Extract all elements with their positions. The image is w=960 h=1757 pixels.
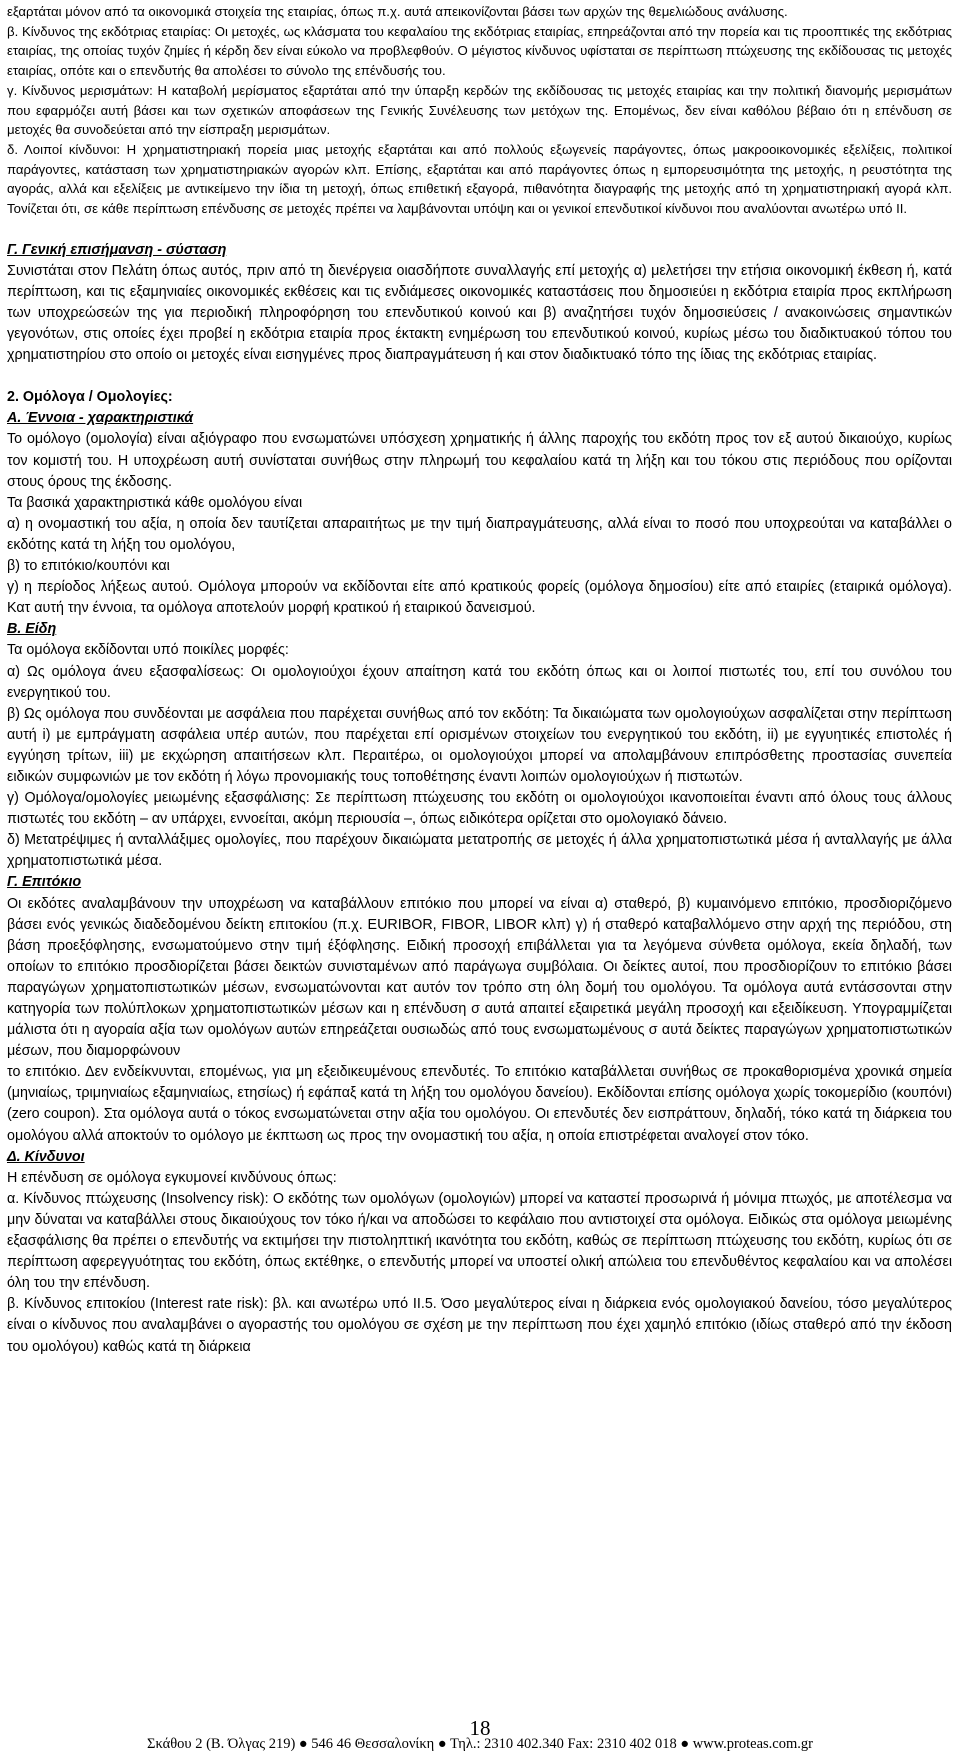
page-number: 18 [469, 1716, 491, 1740]
paragraph: Τα βασικά χαρακτηριστικά κάθε ομολόγου είναι [7, 494, 303, 511]
spacer [7, 219, 952, 240]
paragraph: γ) Ομόλογα/ομολογίες μειωμένης εξασφάλισης: Σε περίπτωση πτώχευσης του εκδότη οι ομολογιούχοι ικανοποιείται έναντι από όλους τους άλλους πιστωτές του εκδότη – αν υπάρχει, εννοείται, ακόμη περιουσία –, όπως ειδικότερα ορίζεται στο ομολογιακό δάνειο. [7, 790, 952, 828]
paragraph: εξαρτάται μόνον από τα οικονομικά στοιχεία της εταιρίας, όπως π.χ. αυτά απεικονίζονται βάσει των αρχών της θεμελιώδους ανάλυσης. [7, 4, 788, 19]
section-heading: 2. Ομόλογα / Ομολογίες: [7, 389, 173, 406]
spacer [7, 366, 952, 387]
subsection-heading: Β. Είδη [7, 621, 57, 638]
paragraph: Οι εκδότες αναλαμβάνουν την υποχρέωση να καταβάλλουν επιτόκιο που μπορεί να είναι α) σταθερό, β) κυμαινόμενο επιτόκιο, προσδιοριζόμενο βάσει ενός γενικώς διαδεδομένου δείκτη επιτοκίου (π.χ. EURIBOR, FIBOR, LIBOR κλπ) γ) ή σταθερό καταβαλλόμενο στην αρχή της περιόδου, στη βάση προεξόφλησης, ενσωματούμενο στην τιμή έξόφλησης. Ειδική προσοχή επιβάλλεται για τα λεγόμενα σύνθετα ομόλογα, εκεία δηλαδή, των οποίων το επιτόκιο προσδιορίζεται βάσει δεικτών συνισταμένων από παράγωγα συμβόλαια. Οι δείκτες αυτοί, που προσδιορίζουν το επιτόκιο βάσει παραγώγων χρηματοπιστωτικών μέσων, ενσωματώνονται κατ αυτόν τον τρόπο στη όλη δομή του ομολόγου. Τα ομόλογα αυτά εντάσσονται στην κατηγορία των πολύπλοκων χρηματοπιστωτικών μέσων και η επένδυση σ αυτά απαιτεί εξαιρετικά μεγάλη προσοχή και εξειδίκευση. Υπογραμμίζεται μάλιστα ότι η αγοραία αξία των ομολόγων αυτών επηρεάζεται ουσιωδώς από τους ενσωματωμένους σ αυτά δείκτες παραγώγων χρηματοπιστωτικών μέσων, που διαμορφώνουν [7, 895, 952, 1060]
paragraph: Τα ομόλογα εκδίδονται υπό ποικίλες μορφές: [7, 642, 289, 659]
paragraph: Το ομόλογο (ομολογία) είναι αξιόγραφο που ενσωματώνει υπόσχεση χρηματικής ή άλλης παροχής του εκδότη προς τον εξ αυτού δικαιούχο, κυρίως τον κομιστή του. Η υποχρέωση αυτή συνίσταται συνήθως στην πληρωμή του κεφαλαίου κατά τη λήξη και του τόκου στις περιόδους που ορίζονται στους όρους της έκδοσης. [7, 431, 952, 490]
paragraph: δ) Μετατρέψιμες ή ανταλλάξιμες ομολογίες, που παρέχουν δικαιώματα μετατροπής σε μετοχές ή άλλα χρηματοπιστωτικά μέσα ή ανταλλαγής με άλλα χρηματοπιστωτικά μέσα. [7, 832, 952, 870]
paragraph: γ. Κίνδυνος μερισμάτων: Η καταβολή μερίσματος εξαρτάται από την ύπαρξη κερδών της εκδίδουσας τις μετοχές εταιρίας και την πολιτική διανομής μερισμάτων που εφαρμόζει αυτή βάσει και των σχετικών αποφάσεων της Γενικής Συνέλευσης των μετόχων της. Επομένως, δεν είναι καθόλου βέβαιο ότι η επένδυση σε μετοχές θα συνοδεύεται από την είσπραξη μερισμάτων. [7, 82, 952, 138]
subsection-heading: Γ. Επιτόκιο [7, 874, 82, 891]
paragraph: β. Κίνδυνος επιτοκίου (Interest rate risk): βλ. και ανωτέρω υπό ΙΙ.5. Όσο μεγαλύτερος είναι η διάρκεια ενός ομολογιακού δανείου, τόσο μεγαλύτερος είναι ο κίνδυνος που αναλαμβάνει ο αγοραστής του ομολόγου σε σχέση με την περίπτωση που έχει χαμηλό επιτόκιο (ιδίως σταθερό από την έκδοση του ομολόγου) καθώς κατά τη διάρκεια [7, 1296, 952, 1355]
paragraph: β) το επιτόκιο/κουπόνι και [7, 558, 170, 575]
paragraph: Συνιστάται στον Πελάτη όπως αυτός, πριν από τη διενέργεια οιασδήποτε συναλλαγής επί μετοχής α) μελετήσει την ετήσια οικονομική έκθεση ή, κατά περίπτωση, και τις εξαμηνιαίες οικονομικές εκθέσεις και τις ενδιάμεσες οικονομικές καταστάσεις που δημοσιεύει η εκδότρια εταιρία προς εκπλήρωση των υποχρεώσεών της για περιοδική πληροφόρηση του επενδυτικού κοινού και β) αναζητήσει τυχόν δημοσιεύσεις / ανακοινώσεις σημαντικών γεγονότων, στις οποίες έχει προβεί η εκδότρια εταιρία προς έκτακτη ενημέρωση του επενδυτικού κοινού, κυρίως μέσω του διαδικτυακού τόπου του χρηματιστηρίου στο οποίο οι μετοχές είναι εισηγμένες προς διαπραγμάτευση ή και στον διαδικτυακό τόπο της ίδιας της εκδότριας εταιρίας. [7, 262, 952, 364]
paragraph: β) Ως ομόλογα που συνδέονται με ασφάλεια που παρέχεται συνήθως από τον εκδότη: Τα δικαιώματα των ομολογιούχων ασφαλίζεται στην περίπτωση αυτή i) με εμπράγματη ασφάλεια υπέρ αυτών, που παρέχεται επί ορισμένων στοιχείων του ενεργητικού του εκδότη, ii) με εγγυητικές επιστολές ή εγγύηση τρίτων, iii) με εκχώρηση απαιτήσεων κλπ. Περαιτέρω, οι ομολογιούχοι μπορεί να απολαμβάνουν επιπρόσθετης προστασίας συνεπεία ειδικών συμφωνιών με τον εκδότη ή λόγω προνομιακής τους τοποθέτησης έναντι λοιπών ομολογιούχων ή πιστωτών. [7, 705, 952, 785]
section-heading: Γ. Γενική επισήμανση - σύσταση [7, 241, 227, 258]
subsection-heading: Α. Έννοια - χαρακτηριστικά [7, 410, 194, 427]
paragraph: γ) η περίοδος λήξεως αυτού. Ομόλογα μπορούν να εκδίδονται είτε από κρατικούς φορείς (ομόλογα δημοσίου) είτε από εταιρίες (εταιρικά ομόλογα). Κατ αυτή την έννοια, τα ομόλογα αποτελούν μορφή κρατικού ή εταιρικού δανεισμού. [7, 579, 952, 617]
paragraph: α) η ονομαστική του αξία, η οποία δεν ταυτίζεται απαραιτήτως με την τιμή διαπραγμάτευσης, αλλά είναι το ποσό που υποχρεούται να καταβάλλει ο εκδότης κατά τη λήξη του ομολόγου, [7, 515, 952, 553]
paragraph: το επιτόκιο. Δεν ενδείκνυνται, επομένως, για μη εξειδικευμένους επενδυτές. Το επιτόκιο καταβάλλεται συνήθως σε προκαθορισμένα χρονικά σημεία (μηνιαίως, τριμηνιαίως εξαμηνιαίως, ετησίως) ή εφάπαξ κατά τη λήξη του ομολόγου δανείου). Εκδίδονται επίσης ομόλογα χωρίς τοκομερίδιο (κουπόνι) (zero coupon). Στα ομόλογα αυτά ο τόκος ενσωματώνεται στην αξία του ομολόγου. Οι επενδυτές δεν εισπράττουν, δηλαδή, τόκο κατά τη διάρκεια του ομολόγου αλλά αποκτούν το ομόλογο με έκπτωση ως προς την ονομαστική του αξία, η οποία επιστρέφεται αναλογεί στον τόκο. [7, 1064, 952, 1144]
paragraph: α. Κίνδυνος πτώχευσης (Insolvency risk): Ο εκδότης των ομολόγων (ομολογιών) μπορεί να καταστεί προσωρινά ή μόνιμα πτωχός, με αποτέλεσμα να μην δύναται να καταβάλλει στους δικαιούχους τον τόκο ή/και να αποδώσει το κεφάλαιο που αντιστοιχεί στα ομόλογα. Ειδικώς στα ομόλογα μειωμένης εξασφάλισης θα πρέπει ο επενδυτής να εκτιμήσει την πιστοληπτική ικανότητα του εκδότη, καθώς σε περίπτωση πτώχευσης του εκδότη, κυρίως ότι σε περίπτωση αφερεγγυότητας του εκδότη, όπως εκτέθηκε, ο επενδυτής μπορεί να υποστεί ολική απώλεια του επενδυθέντος κεφαλαίου και να απολέσει όλη του την επένδυση. [7, 1190, 952, 1292]
page-footer: Σκάθου 2 (Β. Όλγας 219) ● 546 46 Θεσσαλονίκη ● Τηλ.: 2310 402.340 Fax: 2310 402 018 ● www.proteas.com.gr [147, 1736, 813, 1752]
paragraph: Η επένδυση σε ομόλογα εγκυμονεί κινδύνους όπως: [7, 1169, 337, 1186]
paragraph: β. Κίνδυνος της εκδότριας εταιρίας: Οι μετοχές, ως κλάσματα του κεφαλαίου της εκδότριας εταιρίας, επηρεάζονται από την πορεία και τις προοπτικές της εκδότριας εταιρίας, της οποίας τυχόν ζημίες ή κέρδη δεν είναι εύκολο να προβλεφθούν. Ο μέγιστος κίνδυνος υφίσταται σε περίπτωση πτώχευσης της εκδίδουσας τις μετοχές εταιρίας, οπότε και ο επενδυτής θα απολέσει το σύνολο της επένδυσής του. [7, 23, 952, 79]
paragraph: α) Ως ομόλογα άνευ εξασφαλίσεως: Οι ομολογιούχοι έχουν απαίτηση κατά του εκδότη όπως και οι λοιποί πιστωτές του, επί του συνόλου του ενεργητικού του. [7, 663, 952, 701]
paragraph: δ. Λοιποί κίνδυνοι: Η χρηματιστηριακή πορεία μιας μετοχής εξαρτάται και από πολλούς εξωγενείς παράγοντες, όπως μακροοικονομικές εξελίξεις, πολιτικοί παράγοντες, κατάσταση των χρηματιστηριακών αγορών κλπ. Επίσης, εξαρτάται και από παράγοντες όπως η εμπορευσιμότητα της μετοχής, η ρευστότητα της αγοράς, αλλά και εξελίξεις με αντικείμενο την ίδια τη μετοχή, όπως επιθετική εξαγορά, πιθανότητα διαγραφής της μετοχής από τη χρηματιστηριακή αγορά κλπ. Τονίζεται ότι, σε κάθε περίπτωση επένδυσης σε μετοχές πρέπει να λαμβάνονται υπόψη και οι γενικοί επενδυτικοί κίνδυνοι που αναλύονται ανωτέρω υπό ΙΙ. [7, 141, 952, 217]
subsection-heading: Δ. Κίνδυνοι [7, 1148, 85, 1165]
